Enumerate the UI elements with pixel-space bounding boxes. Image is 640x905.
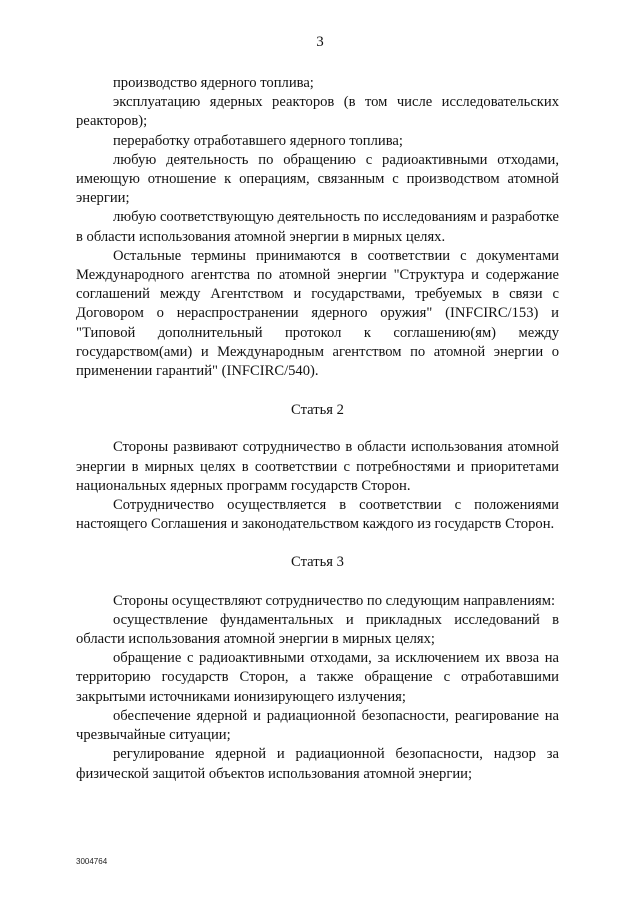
paragraph: любую деятельность по обращению с радиоактивными отходами, имеющую отношение к операциям, связанным с производством атомной энергии; xyxy=(76,151,559,207)
page-number: 3 xyxy=(316,34,324,50)
paragraph: обращение с радиоактивными отходами, за исключением их ввоза на территорию государств Сторон, а также обращение с отработавшими закрытыми источниками ионизирующего излучения; xyxy=(76,650,559,705)
document-code: 3004764 xyxy=(76,857,108,866)
paragraph: переработку отработавшего ядерного топлива; xyxy=(113,132,403,149)
paragraph: Остальные термины принимаются в соответствии с документами Международного агентства по атомной энергии "Структура и содержание соглашений между Агентством и государствами, требуемых в связи с Договором о нераспространении ядерного оружия" (INFCIRC/153) и "Типовой дополнительный протокол к соглашению(ям) между государством(ами) и Международным агентством по атомной энергии о применении гарантий" (INFCIRC/540). xyxy=(76,247,559,380)
paragraph: Стороны осуществляют сотрудничество по следующим направлениям: xyxy=(113,592,556,609)
document-body xyxy=(76,74,559,784)
article-2-heading: Статья 2 xyxy=(291,402,344,419)
paragraph: регулирование ядерной и радиационной безопасности, надзор за физической защитой объектов использования атомной энергии; xyxy=(76,746,559,782)
paragraph: обеспечение ядерной и радиационной безопасности, реагирование на чрезвычайные ситуации; xyxy=(76,707,559,744)
paragraph: Сотрудничество осуществляется в соответствии с положениями настоящего Соглашения и законодательством каждого из государств Сторон. xyxy=(76,497,559,533)
paragraph: эксплуатацию ядерных реакторов (в том числе исследовательских реакторов); xyxy=(76,94,559,130)
paragraph: производство ядерного топлива; xyxy=(113,75,314,91)
paragraph: любую соответствующую деятельность по исследованиям и разработке в области использования атомной энергии в мирных целях. xyxy=(76,209,559,245)
paragraph: осуществление фундаментальных и прикладных исследований в области использования атомной энергии в мирных целях; xyxy=(76,611,559,648)
article-3-heading: Статья 3 xyxy=(291,554,344,571)
paragraph: Стороны развивают сотрудничество в области использования атомной энергии в мирных целях в соответствии с потребностями и приоритетами национальных ядерных программ государств Сторон. xyxy=(76,439,559,494)
